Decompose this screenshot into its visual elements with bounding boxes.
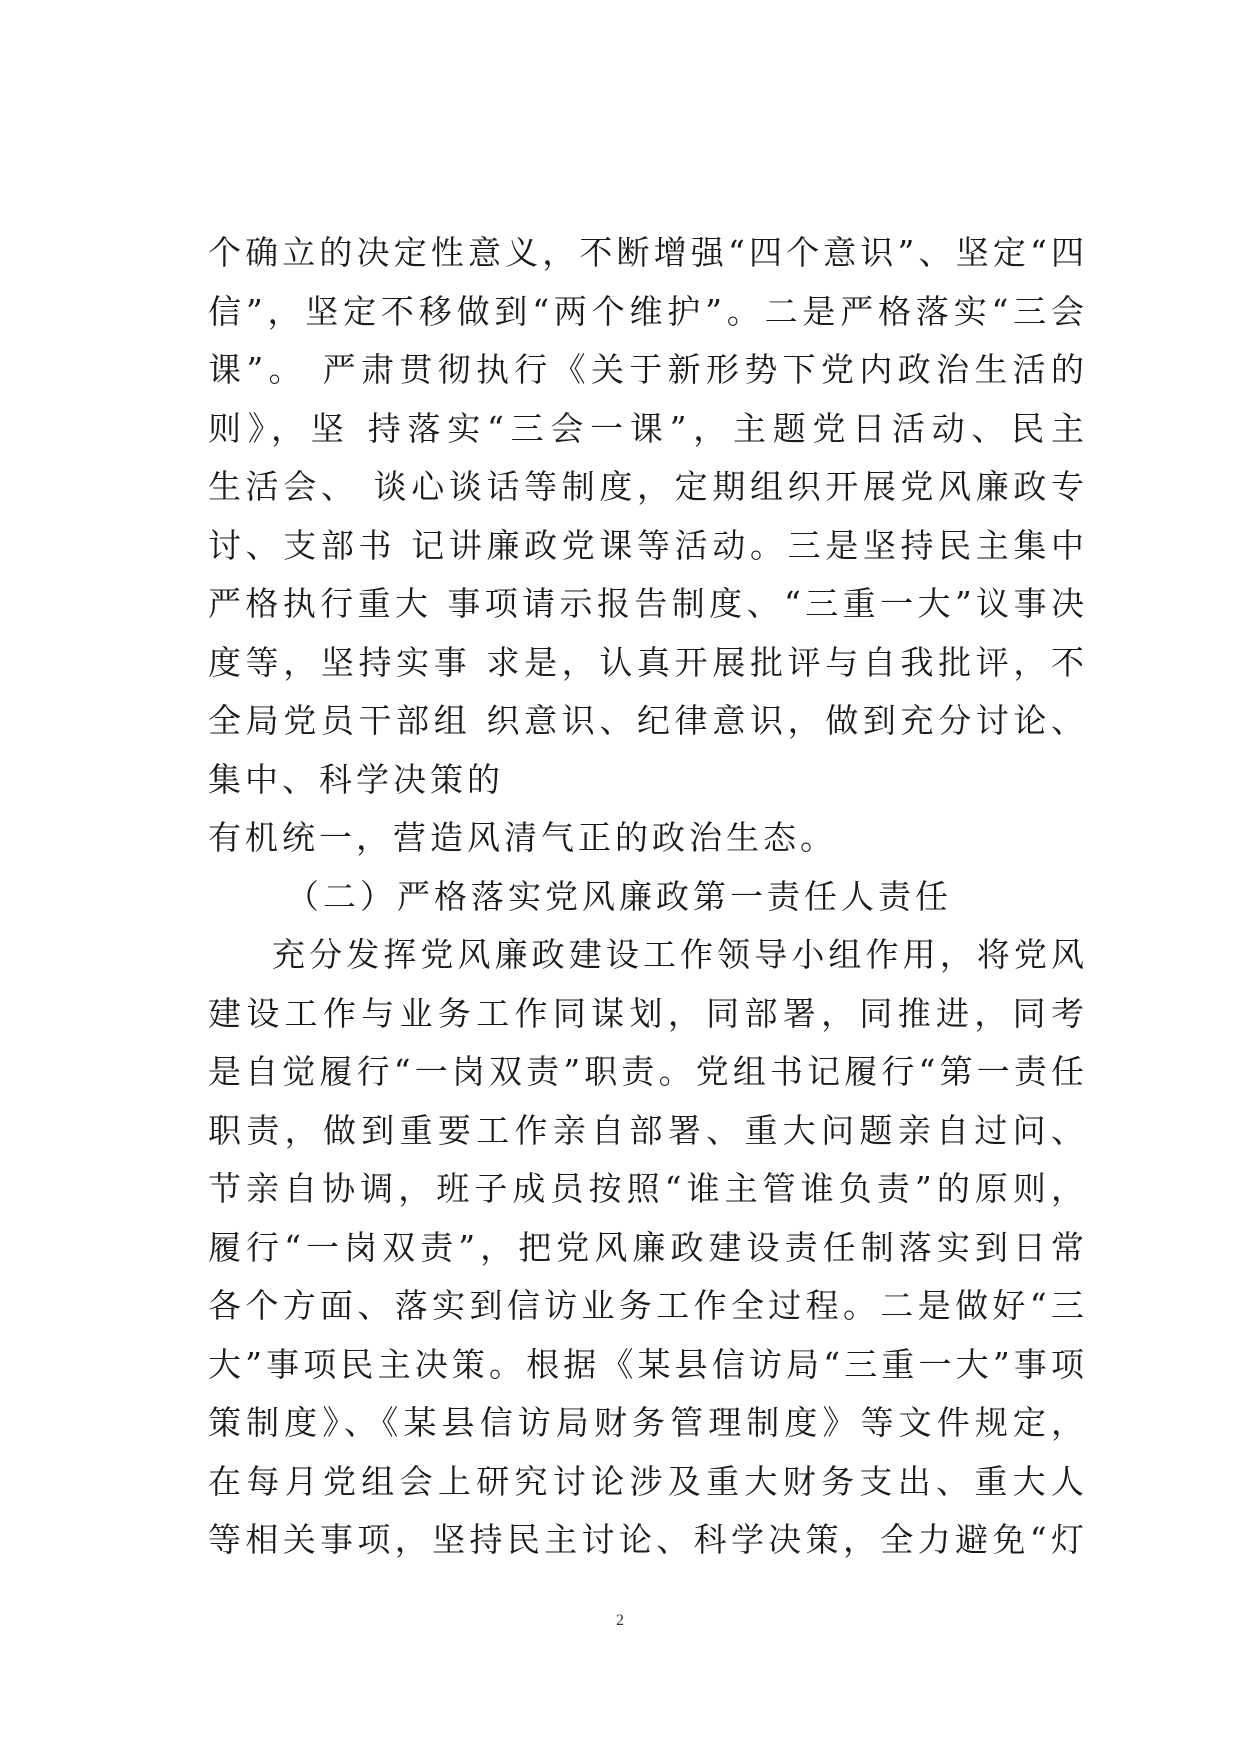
text-line: 集中、科学决策的 (208, 759, 504, 799)
paragraph-line: 建设工作与业务工作同谋划，同部署，同推进，同考 (208, 993, 1088, 1033)
paragraph-line: 大”事项民主决策。根据《某县信访局“三重一大”事项 (208, 1344, 1088, 1384)
text-line: 生活会、 谈心谈话等制度，定期组织开展党风廉政专 (208, 467, 1088, 506)
section-heading: （二）严格落实党风廉政第一责任人责任 (286, 876, 952, 916)
paragraph-line: 在每月党组会上研究讨论涉及重大财务支出、重大人 (208, 1461, 1088, 1501)
page-number: 2 (616, 1612, 624, 1629)
paragraph-line: 是自觉履行“一岗双责”职责。党组书记履行“第一责任 (208, 1052, 1088, 1091)
paragraph-line: 节亲自协调，班子成员按照“谁主管谁负责”的原则， (208, 1169, 1088, 1208)
text-line: 度等，坚持实事 求是，认真开展批评与自我批评，不 (208, 642, 1088, 682)
paragraph-line: 职责，做到重要工作亲自部署、重大问题亲自过问、 (208, 1110, 1088, 1150)
text-line: 课”。 严肃贯彻执行《关于新形势下党内政治生活的 (208, 350, 1088, 389)
body-text (208, 224, 1088, 1570)
text-line: 则》，坚 持落实“三会一课”，主题党日活动、民主 (208, 408, 1088, 448)
paragraph-line: 各个方面、落实到信访业务工作全过程。二是做好“三 (208, 1286, 1088, 1325)
text-line: 有机统一，营造风清气正的政治生态。 (208, 818, 837, 857)
paragraph-line: 履行“一岗双责”，把党风廉政建设责任制落实到日常 (208, 1227, 1088, 1267)
text-line: 全局党员干部组 织意识、纪律意识，做到充分讨论、 (208, 701, 1088, 740)
text-line: 严格执行重大 事项请示报告制度、“三重一大”议事决 (208, 584, 1088, 623)
text-line: 讨、支部书 记讲廉政党课等活动。三是坚持民主集中 (208, 525, 1088, 565)
text-line: 信”，坚定不移做到“两个维护”。二是严格落实“三会 (208, 291, 1088, 331)
paragraph-line: 等相关事项，坚持民主讨论、科学决策，全力避免“灯 (208, 1520, 1088, 1559)
text-line: 个确立的决定性意义，不断增强“四个意识”、坚定“四 (208, 233, 1088, 272)
paragraph-line: 策制度》、《某县信访局财务管理制度》等文件规定， (208, 1403, 1088, 1442)
paragraph-line: 充分发挥党风廉政建设工作领导小组作用，将党风 (272, 935, 1088, 974)
